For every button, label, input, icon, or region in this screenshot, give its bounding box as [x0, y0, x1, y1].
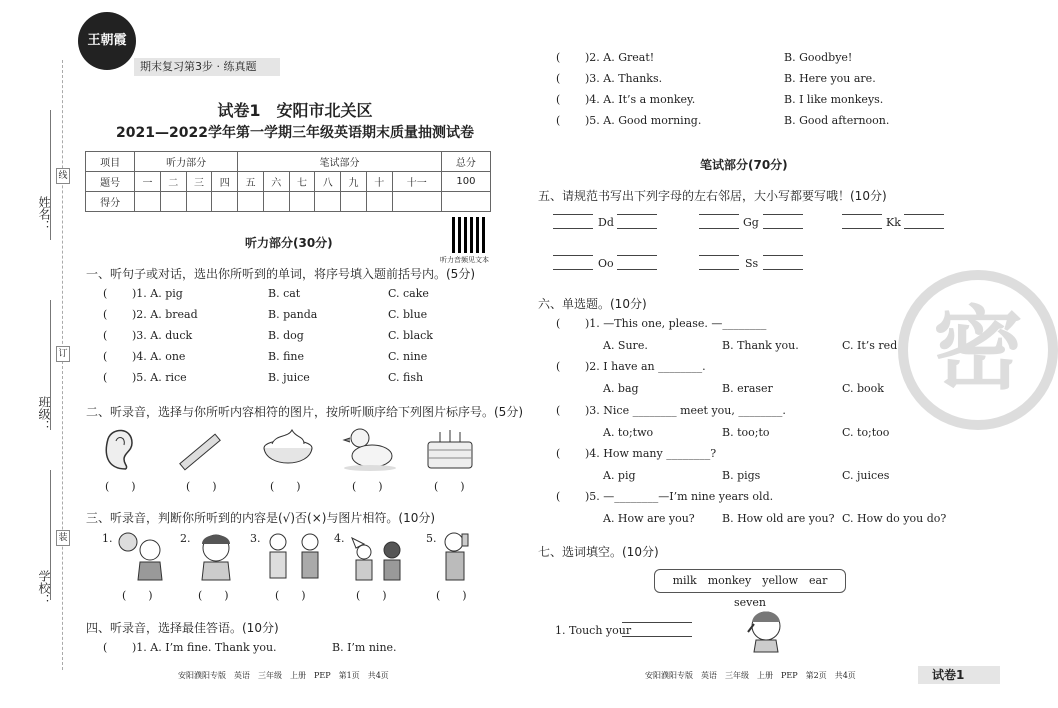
- class-field[interactable]: [50, 300, 51, 430]
- girl-touch-picture: [740, 602, 790, 654]
- write-line[interactable]: [763, 228, 803, 229]
- option: A. How are you?: [603, 512, 695, 525]
- answer-paren[interactable]: (: [103, 287, 108, 300]
- write-line[interactable]: [699, 255, 739, 256]
- write-line[interactable]: [617, 214, 657, 215]
- list-item: )4. A. It’s a monkey.: [585, 93, 696, 106]
- kids-bird-picture: [346, 530, 408, 582]
- table-cell: 五: [238, 172, 264, 192]
- score-cell[interactable]: [341, 192, 367, 212]
- brand-logo: 王朝霞: [78, 12, 136, 70]
- score-cell[interactable]: [263, 192, 289, 212]
- section-4-title: 四、听录音，选择最佳答语。(10分): [86, 621, 279, 635]
- table-cell: 四: [212, 172, 238, 192]
- class-label: 班级：: [37, 396, 51, 432]
- section-5-title: 五、请规范书写出下列字母的左右邻居，大小写都要写哦！(10分): [538, 189, 887, 203]
- duck-picture: [342, 424, 398, 472]
- write-line[interactable]: [699, 214, 739, 215]
- write-line[interactable]: [617, 255, 657, 256]
- write-line[interactable]: [622, 622, 692, 623]
- option: B. too;to: [722, 426, 770, 439]
- answer-paren[interactable]: ( ): [270, 480, 301, 493]
- option: C. fish: [388, 371, 424, 384]
- answer-paren[interactable]: ( ): [198, 589, 229, 602]
- table-cell: 100: [441, 172, 490, 192]
- confidential-watermark: 密: [898, 270, 1058, 430]
- answer-paren[interactable]: ( ): [186, 480, 217, 493]
- answer-paren[interactable]: (: [556, 51, 561, 64]
- score-cell[interactable]: [135, 192, 161, 212]
- option: C. nine: [388, 350, 428, 363]
- item-number: 3.: [250, 532, 261, 545]
- score-cell[interactable]: [289, 192, 315, 212]
- write-line[interactable]: [763, 255, 803, 256]
- section-3-title: 三、听录音，判断你所听到的内容是(√)否(×)与图片相符。(10分): [86, 511, 436, 525]
- answer-paren[interactable]: ( ): [356, 589, 387, 602]
- written-heading: 笔试部分(70分): [700, 158, 788, 172]
- answer-paren[interactable]: (: [556, 317, 561, 330]
- name-label: 姓名：: [37, 196, 51, 232]
- table-cell: 三: [186, 172, 212, 192]
- listening-heading: 听力部分(30分): [245, 236, 333, 250]
- option: C. juices: [842, 469, 890, 482]
- school-label: 学校：: [37, 570, 51, 606]
- answer-paren[interactable]: (: [556, 490, 561, 503]
- section-6-title: 六、单选题。(10分): [538, 297, 647, 311]
- question: 1. Touch your: [555, 624, 632, 637]
- write-line[interactable]: [622, 636, 692, 637]
- answer-paren[interactable]: (: [103, 308, 108, 321]
- item-number: 2.: [180, 532, 191, 545]
- letter: Dd: [598, 216, 614, 229]
- table-cell: 七: [289, 172, 315, 192]
- table-header: 听力部分: [135, 152, 238, 172]
- option: A. bag: [603, 382, 639, 395]
- table-header: 笔试部分: [238, 152, 442, 172]
- answer-paren[interactable]: (: [556, 447, 561, 460]
- write-line[interactable]: [763, 269, 803, 270]
- option: B. panda: [268, 308, 318, 321]
- table-cell: 一: [135, 172, 161, 192]
- table-cell: 题号: [86, 172, 135, 192]
- write-line[interactable]: [842, 214, 882, 215]
- ruler-picture: [175, 430, 225, 474]
- page-footer-2: 安阳濮阳专版 英语 三年级 上册 PEP 第2页 共4页: [645, 671, 856, 680]
- binding-strip: [0, 0, 80, 708]
- item-number: 1.: [102, 532, 113, 545]
- option: C. How do you do?: [842, 512, 947, 525]
- answer-paren[interactable]: ( ): [122, 589, 153, 602]
- write-line[interactable]: [617, 269, 657, 270]
- item-number: 4.: [334, 532, 345, 545]
- write-line[interactable]: [553, 228, 593, 229]
- option: B. dog: [268, 329, 304, 342]
- answer-paren[interactable]: (: [103, 329, 108, 342]
- list-item: )2. A. Great!: [585, 51, 655, 64]
- list-item: )5. A. rice: [132, 371, 187, 384]
- paper-tag: 试卷1: [918, 666, 1000, 684]
- letter: Oo: [598, 257, 614, 270]
- answer-paren[interactable]: ( ): [436, 589, 467, 602]
- option: A. to;two: [603, 426, 654, 439]
- answer-paren[interactable]: ( ): [434, 480, 465, 493]
- girl-eyes-picture: [192, 530, 240, 582]
- table-cell: 六: [263, 172, 289, 192]
- answer-paren[interactable]: (: [103, 350, 108, 363]
- question: )2. I have an ________.: [585, 360, 706, 373]
- answer-paren[interactable]: (: [556, 72, 561, 85]
- table-cell: 八: [315, 172, 341, 192]
- option: A. Sure.: [603, 339, 648, 352]
- page-footer-1: 安阳濮阳专版 英语 三年级 上册 PEP 第1页 共4页: [178, 671, 389, 680]
- kids-picture: [262, 530, 328, 582]
- write-line[interactable]: [904, 214, 944, 215]
- option: C. blue: [388, 308, 428, 321]
- option: B. eraser: [722, 382, 773, 395]
- seal-mark: 装: [56, 530, 70, 546]
- question: )5. —________—I’m nine years old.: [585, 490, 774, 503]
- option: C. book: [842, 382, 884, 395]
- list-item: )1. A. pig: [132, 287, 183, 300]
- item-number: 5.: [426, 532, 437, 545]
- option: B. Here you are.: [784, 72, 876, 85]
- table-header: 总分: [441, 152, 490, 172]
- answer-paren[interactable]: (: [556, 404, 561, 417]
- list-item: )1. A. I’m fine. Thank you.: [132, 641, 277, 654]
- question: )1. —This one, please. —________: [585, 317, 767, 330]
- word-bank: milk monkey yellow ear seven: [654, 569, 846, 593]
- letter: Gg: [743, 216, 759, 229]
- answer-paren[interactable]: ( ): [275, 589, 306, 602]
- paper-subtitle: 2021—2022学年第一学期三年级英语期末质量抽测试卷: [116, 125, 474, 141]
- score-cell[interactable]: [392, 192, 441, 212]
- list-item: )3. A. Thanks.: [585, 72, 663, 85]
- table-cell: 二: [160, 172, 186, 192]
- option: B. I like monkeys.: [784, 93, 884, 106]
- rice-bowl-picture: [258, 424, 318, 472]
- list-item: )2. A. bread: [132, 308, 198, 321]
- write-line[interactable]: [617, 228, 657, 229]
- boy-drinking-picture: [438, 530, 474, 582]
- paper-title: 试卷1 安阳市北关区: [217, 101, 373, 120]
- answer-paren[interactable]: (: [556, 114, 561, 127]
- write-line[interactable]: [699, 269, 739, 270]
- question: )3. Nice ________ meet you, ________.: [585, 404, 786, 417]
- score-cell[interactable]: [212, 192, 238, 212]
- write-line[interactable]: [904, 228, 944, 229]
- table-header: 项目: [86, 152, 135, 172]
- list-item: )4. A. one: [132, 350, 186, 363]
- write-line[interactable]: [842, 228, 882, 229]
- write-line[interactable]: [699, 228, 739, 229]
- cake-picture: [424, 424, 476, 472]
- table-cell: 得分: [86, 192, 135, 212]
- option: B. Thank you.: [722, 339, 799, 352]
- girl-flower-picture: [114, 530, 170, 582]
- option: B. juice: [268, 371, 310, 384]
- score-table: [85, 151, 491, 212]
- score-cell[interactable]: [441, 192, 490, 212]
- question: )4. How many ________?: [585, 447, 717, 460]
- name-field[interactable]: [50, 110, 51, 240]
- list-item: )3. A. duck: [132, 329, 193, 342]
- section-1-title: 一、听句子或对话，选出你所听到的单词，将序号填入题前括号内。(5分): [86, 267, 476, 281]
- list-item: )5. A. Good morning.: [585, 114, 702, 127]
- section-2-title: 二、听录音，选择与你所听内容相符的图片，按所听顺序给下列图片标序号。(5分): [86, 405, 524, 419]
- option: B. cat: [268, 287, 301, 300]
- option: B. pigs: [722, 469, 761, 482]
- option: C. cake: [388, 287, 429, 300]
- write-line[interactable]: [553, 214, 593, 215]
- option: C. It’s red.: [842, 339, 901, 352]
- answer-paren[interactable]: (: [556, 360, 561, 373]
- option: B. Goodbye!: [784, 51, 853, 64]
- score-cell[interactable]: [160, 192, 186, 212]
- write-line[interactable]: [553, 255, 593, 256]
- option: B. fine: [268, 350, 305, 363]
- score-cell[interactable]: [366, 192, 392, 212]
- score-cell[interactable]: [315, 192, 341, 212]
- answer-paren[interactable]: ( ): [105, 480, 136, 493]
- section-7-title: 七、选词填空。(10分): [538, 545, 659, 559]
- option: B. I’m nine.: [332, 641, 397, 654]
- write-line[interactable]: [553, 269, 593, 270]
- option: C. black: [388, 329, 433, 342]
- step-banner: 期末复习第3步 · 练真题: [134, 58, 280, 76]
- table-cell: 十一: [392, 172, 441, 192]
- option: C. to;too: [842, 426, 890, 439]
- letter: Ss: [745, 257, 759, 270]
- ear-picture: [98, 425, 138, 473]
- option: B. Good afternoon.: [784, 114, 890, 127]
- table-cell: 十: [366, 172, 392, 192]
- table-cell: 九: [341, 172, 367, 192]
- answer-paren[interactable]: ( ): [352, 480, 383, 493]
- score-cell[interactable]: [238, 192, 264, 212]
- qr-caption: 听力音频见文本: [440, 256, 489, 264]
- write-line[interactable]: [763, 214, 803, 215]
- answer-paren[interactable]: (: [103, 371, 108, 384]
- answer-paren[interactable]: (: [556, 93, 561, 106]
- seal-mark: 线: [56, 168, 70, 184]
- option: B. How old are you?: [722, 512, 835, 525]
- letter: Kk: [886, 216, 901, 229]
- score-cell[interactable]: [186, 192, 212, 212]
- answer-paren[interactable]: (: [103, 641, 108, 654]
- cut-line: [62, 60, 63, 670]
- seal-mark: 订: [56, 346, 70, 362]
- school-field[interactable]: [50, 470, 51, 600]
- option: A. pig: [603, 469, 636, 482]
- qr-code: [452, 217, 488, 253]
